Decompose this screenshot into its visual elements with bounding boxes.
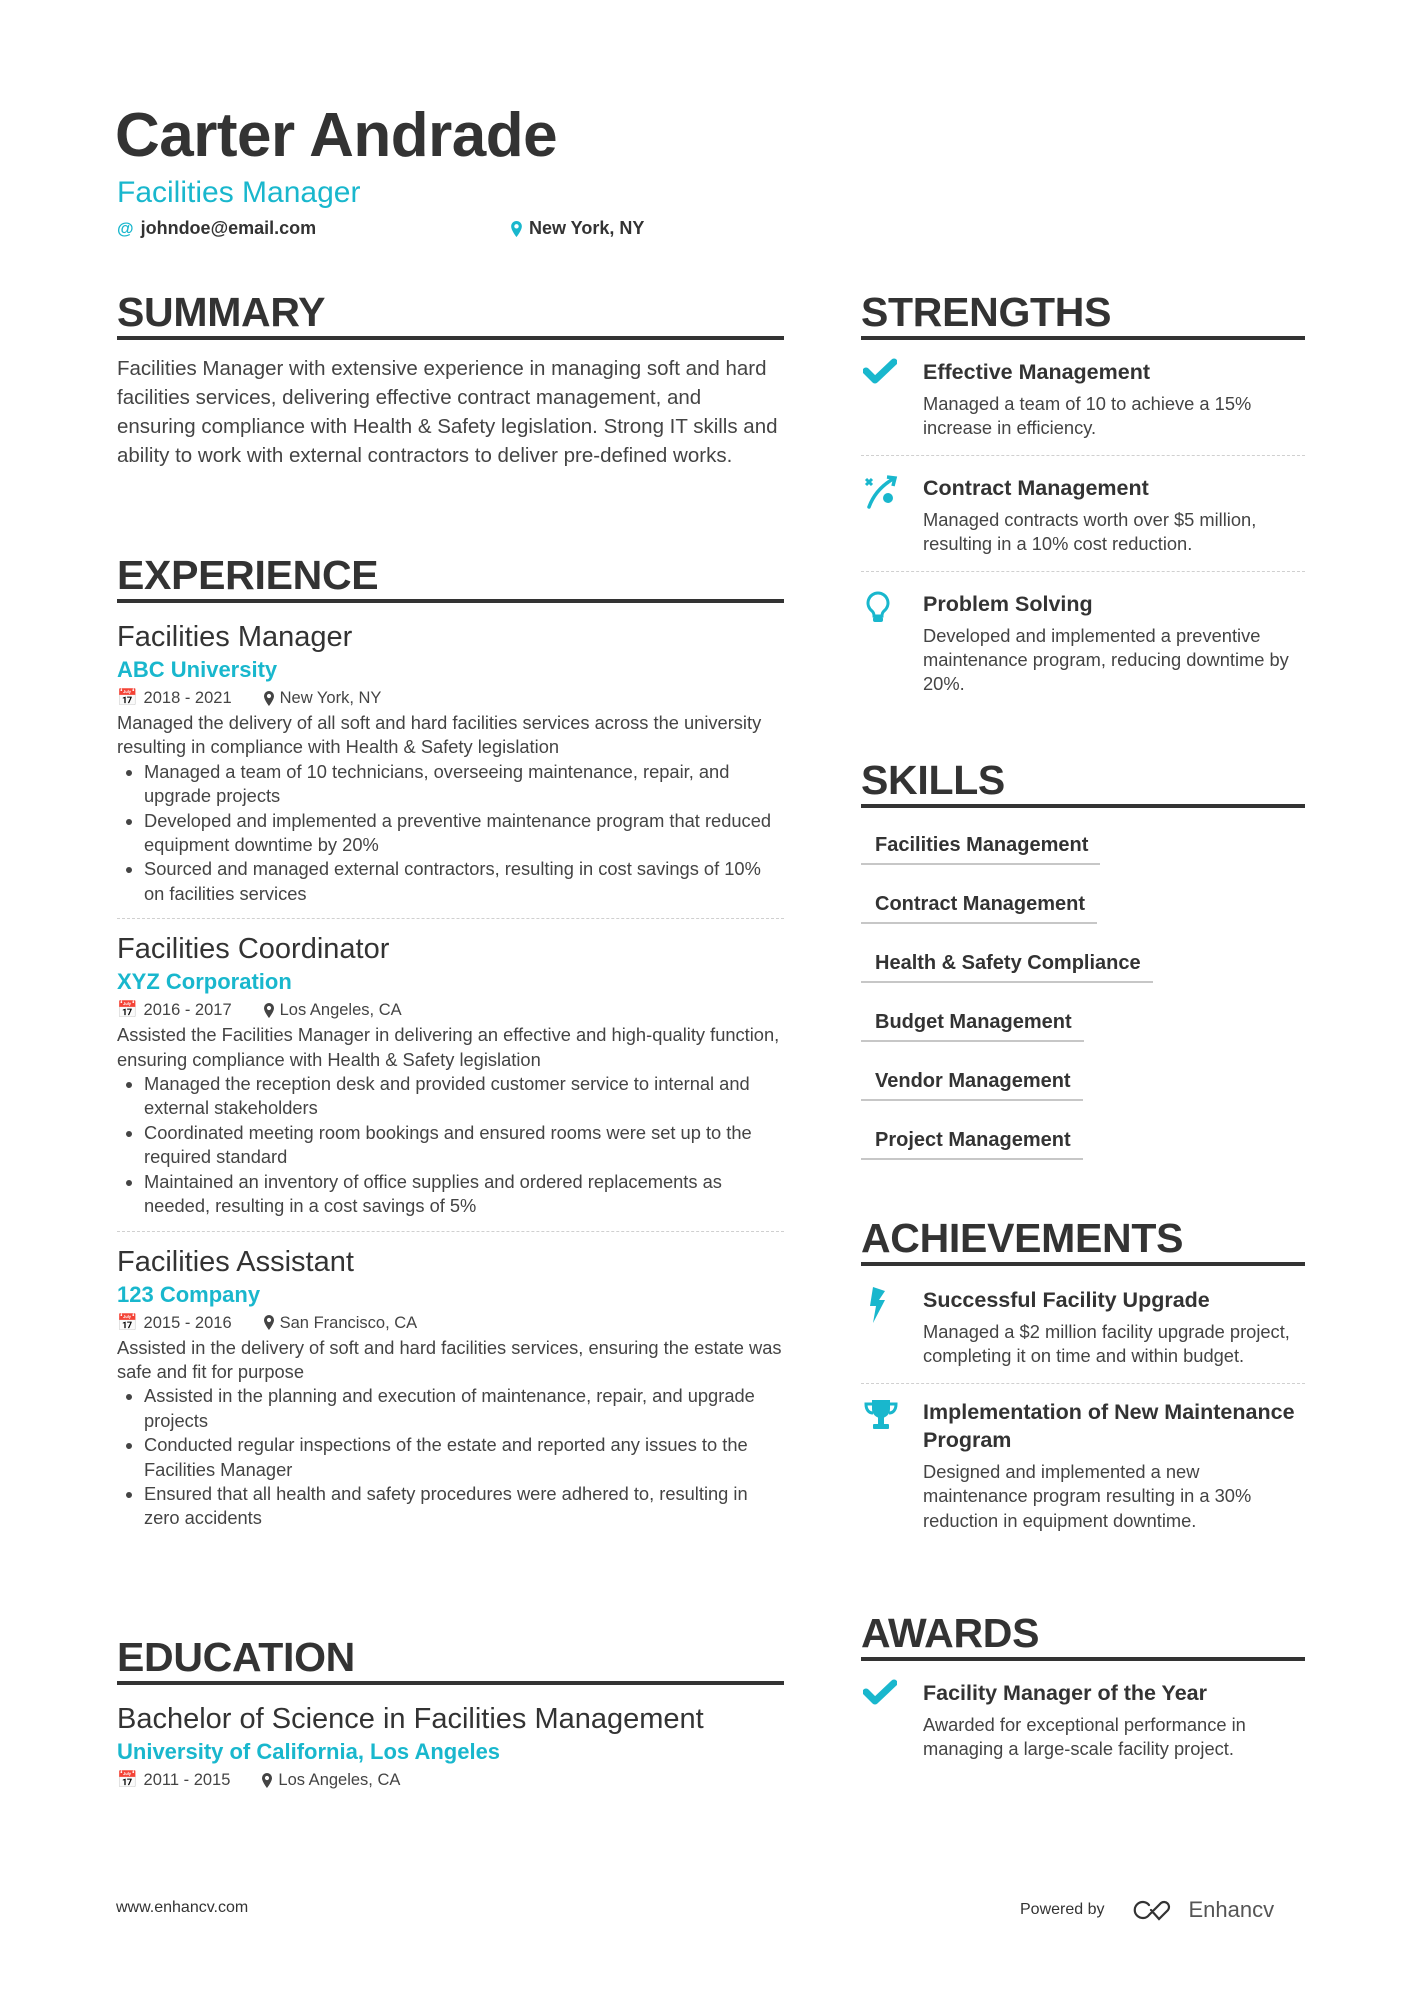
job-bullets [117,1072,784,1218]
job-bullet: • Assisted in the planning and execution of maintenance, repair, and upgrade projects [144,1384,784,1433]
job-location: New York, NY [279,689,382,707]
summary-section [117,290,784,470]
job-entry [117,931,784,1230]
education-location: Los Angeles, CA [278,1771,401,1789]
awards-heading: AWARDS [861,1611,1305,1661]
job-meta [117,1310,784,1336]
strength-item [861,590,1305,697]
award-desc: Awarded for exceptional performance in managing a large-scale facility project. [923,1714,1246,1760]
education-meta [117,1767,784,1793]
education-section [117,1635,784,1793]
strength-desc: Managed contracts worth over $5 million, resulting in a 10% cost reduction. [923,508,1257,555]
job-meta [117,997,784,1023]
strength-desc: Managed a team of 10 to achieve a 15% increase in efficiency. [923,393,1252,439]
job-meta [117,685,784,711]
job-bullets [117,1384,784,1530]
candidate-title: Facilities Manager [117,176,361,209]
job-bullet: • Managed the reception desk and provided customer service to internal and external stakeholders [144,1072,784,1121]
candidate-name: Carter Andrade [115,101,558,170]
strength-item [861,474,1305,571]
email-contact[interactable] [117,218,316,239]
calendar-icon: 📅 [117,1313,138,1332]
achievement-title: Implementation of New Maintenance Program [923,1399,1295,1452]
location-pin-icon [264,1003,274,1018]
achievement-item [861,1398,1305,1533]
job-bullet: • Maintained an inventory of office supplies and ordered replacements as needed, resulting in a cost savings of 5% [144,1170,784,1219]
company-name: ABC University [117,657,278,682]
location-pin-icon [511,221,522,237]
experience-heading: EXPERIENCE [117,553,784,603]
lightning-icon [863,1286,893,1324]
job-bullet: • Managed a team of 10 technicians, overseeing maintenance, repair, and upgrade projects [144,760,784,809]
job-dates: 2018 - 2021 [143,689,232,707]
job-dates: 2015 - 2016 [143,1313,232,1332]
divider [861,455,1305,456]
strengths-heading: STRENGTHS [861,290,1305,340]
achievement-title: Successful Facility Upgrade [923,1288,1210,1312]
school-name: University of California, Los Angeles [117,1739,501,1764]
skill-tag: Project Management [861,1129,1083,1160]
skill-tag: Facilities Management [861,834,1100,865]
enhancv-logo-icon [1131,1899,1177,1921]
calendar-icon: 📅 [117,1771,138,1789]
achievement-desc: Designed and implemented a new maintenance program resulting in a 30% reduction in equipment downtime. [923,1460,1252,1531]
strength-title: Effective Management [923,360,1151,384]
location-pin-icon [262,1773,272,1788]
divider [117,918,784,919]
job-description: Managed the delivery of all soft and hard facilities services across the university resulting in compliance with Health & Safety legislation [117,712,762,758]
powered-by-label: Powered by [1020,1901,1105,1918]
achievements-section [861,1216,1305,1533]
checkmark-icon [863,358,897,384]
divider [861,1383,1305,1384]
job-bullet: • Developed and implemented a preventive maintenance program that reduced equipment downtime by 20% [144,809,784,858]
job-bullets [117,760,784,906]
website-link[interactable]: www.enhancv.com [116,1899,249,1916]
award-item [861,1679,1305,1762]
location-pin-icon [264,691,274,706]
achievements-heading: ACHIEVEMENTS [861,1216,1305,1266]
strength-title: Contract Management [923,475,1149,500]
degree: Bachelor of Science in Facilities Management [117,1703,704,1735]
strength-item [861,358,1305,455]
location-pin-icon [264,1315,274,1330]
job-bullet: • Sourced and managed external contractors, resulting in cost savings of 10% on facilities services [144,857,784,906]
strength-title: Problem Solving [923,591,1093,616]
job-description: Assisted the Facilities Manager in delivering an effective and high-quality function, ensuring compliance with Health & Safety legislation [117,1024,780,1070]
job-title: Facilities Assistant [117,1245,354,1278]
job-description: Assisted in the delivery of soft and hard facilities services, ensuring the estate was safe and fit for purpose [117,1336,782,1382]
strengths-section [861,290,1305,697]
enhancv-brand: Enhancv [1188,1897,1275,1922]
company-name: XYZ Corporation [117,969,292,995]
job-bullet: • Ensured that all health and safety procedures were adhered to, resulting in zero accidents [144,1482,784,1531]
award-title: Facility Manager of the Year [923,1681,1207,1705]
powered-by[interactable] [1020,1897,1274,1923]
calendar-icon: 📅 [117,1001,138,1020]
calendar-icon: 📅 [117,689,138,707]
divider [117,1231,784,1232]
skill-tag: Budget Management [861,1011,1084,1042]
divider [861,571,1305,572]
education-dates: 2011 - 2015 [143,1771,231,1789]
location-contact [511,218,644,239]
skill-tag: Health & Safety Compliance [861,952,1153,983]
job-title: Facilities Manager [117,621,353,653]
job-location: San Francisco, CA [279,1313,418,1332]
company-name: 123 Company [117,1281,261,1307]
job-title: Facilities Coordinator [117,933,390,966]
achievement-item [861,1286,1305,1383]
achievement-desc: Managed a $2 million facility upgrade project, completing it on time and within budget. [923,1321,1290,1367]
job-bullet: • Coordinated meeting room bookings and ensured rooms were set up to the required standard [144,1121,784,1170]
strategy-icon [863,474,899,510]
trophy-icon [863,1398,899,1432]
at-icon: @ [117,218,134,238]
job-location: Los Angeles, CA [279,1001,402,1020]
job-entry [117,1244,784,1543]
checkmark-icon [863,1679,897,1705]
strength-desc: Developed and implemented a preventive maintenance program, reducing downtime by 20%. [923,624,1289,695]
skills-section [861,758,1305,1188]
experience-section [117,553,784,1543]
job-bullet: • Conducted regular inspections of the estate and reported any issues to the Facilities Manager [144,1433,784,1482]
job-entry [117,619,784,918]
skill-tag: Contract Management [861,893,1097,924]
education-heading: EDUCATION [117,1635,784,1685]
skills-heading: SKILLS [861,758,1305,808]
job-dates: 2016 - 2017 [143,1001,232,1020]
lightbulb-icon [863,590,893,624]
email: johndoe@email.com [140,218,317,238]
summary-text: Facilities Manager with extensive experience in managing soft and hard facilities services, delivering effective contract management, and ensuring compliance with Health & Safety legislation. Strong IT skills and ability to work with external contractors to deliver pre-defined works. [117,357,778,467]
summary-heading: SUMMARY [117,290,784,340]
location: New York, NY [529,218,645,238]
awards-section [861,1611,1305,1762]
skill-tag: Vendor Management [861,1070,1083,1101]
